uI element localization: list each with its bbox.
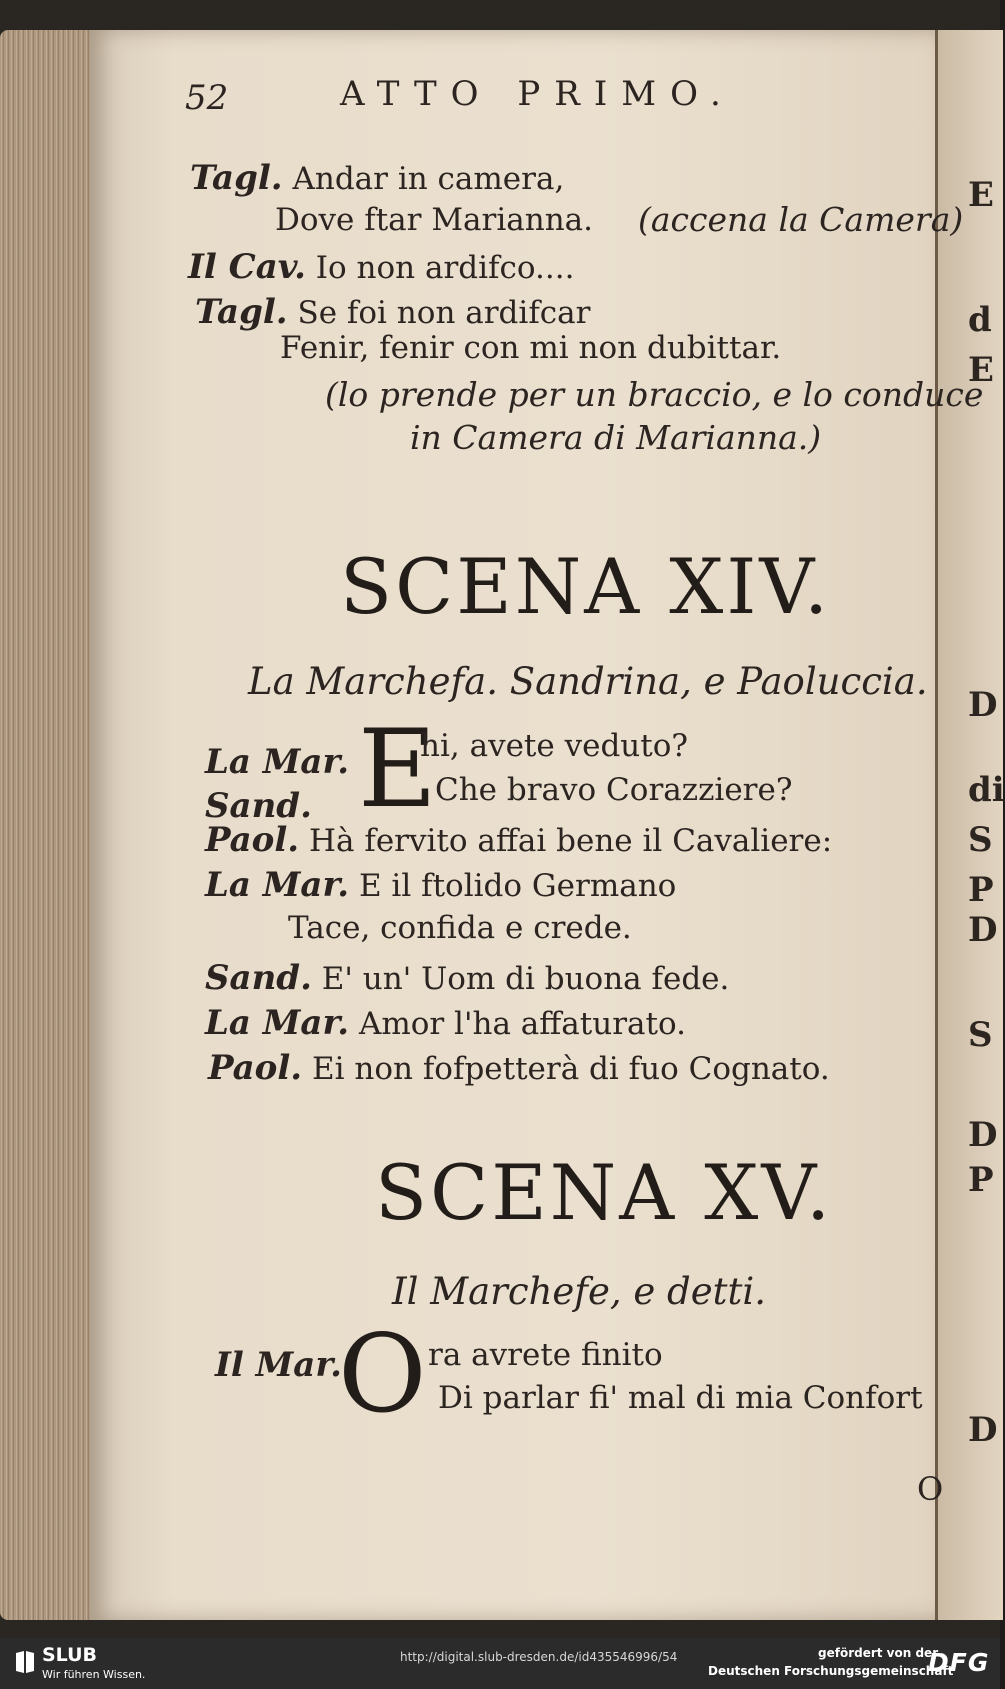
line-text: ra avrete finito [428, 1337, 663, 1373]
stage-direction: in Camera di Marianna.) [410, 418, 822, 457]
line-text: Di parlar fi' mal di mia Confort [438, 1380, 923, 1416]
dialogue-line [208, 1048, 830, 1088]
slub-logo-name: SLUB [42, 1644, 98, 1666]
facing-letter: D [968, 1410, 998, 1450]
drop-capital: E [358, 707, 437, 832]
speaker-line [205, 742, 349, 782]
dialogue-line [288, 910, 632, 946]
funding-text-1: gefördert von der [818, 1646, 939, 1660]
line-text: Dove ftar Marianna. [275, 202, 594, 238]
speaker: Sand. [205, 786, 312, 826]
speaker: Paol. [205, 820, 300, 860]
line-text: Hà fervito affai bene il Cavaliere: [308, 823, 833, 859]
running-title: ATTO PRIMO. [340, 74, 735, 114]
line-text: hi, avete veduto? [420, 728, 688, 764]
facing-letter: di [968, 770, 1005, 810]
stage-direction: (lo prende per un braccio, e lo conduce [325, 375, 984, 414]
speaker: Tagl. [195, 292, 288, 332]
facing-letter: E [968, 350, 994, 390]
facing-letter: D [968, 910, 998, 950]
facing-letter: D [968, 685, 998, 725]
funding-text-2: Deutschen Forschungsgemeinschaft [708, 1664, 954, 1678]
facing-letter: S [968, 820, 993, 860]
facing-letter: S [968, 1015, 993, 1055]
speaker: Sand. [205, 958, 312, 998]
drop-capital: O [338, 1312, 427, 1437]
slub-tagline: Wir führen Wissen. [42, 1668, 146, 1681]
facing-letter: P [968, 870, 994, 910]
permalink-url[interactable]: http://digital.slub-dresden.de/id435546996/54 [400, 1650, 678, 1664]
catchword: O [917, 1470, 944, 1508]
speaker: La Mar. [205, 742, 350, 782]
line-text: Ei non fofpetterà di fuo Cognato. [311, 1051, 830, 1087]
speaker: La Mar. [205, 865, 350, 905]
dialogue-line [195, 292, 590, 332]
stage-direction: (accena la Camera) [638, 200, 964, 239]
dialogue-line [188, 247, 574, 287]
speaker: Il Mar. [215, 1345, 342, 1385]
line-text: E il ftolido Germano [358, 868, 677, 904]
line-text: Io non ardifco.... [315, 250, 575, 286]
dialogue-line [205, 958, 729, 998]
facing-letter: D [968, 1115, 998, 1155]
dialogue-line [205, 820, 832, 860]
dialogue-line [190, 158, 564, 198]
dialogue-line [205, 865, 676, 905]
speaker: Tagl. [190, 158, 283, 198]
speaker: Paol. [208, 1048, 303, 1088]
scene-characters: Il Marchefe, e detti. [392, 1270, 766, 1313]
speaker: La Mar. [205, 1003, 350, 1043]
scene-title: SCENA XIV. [340, 542, 832, 631]
dialogue-line [280, 330, 781, 366]
scene-characters: La Marchefa. Sandrina, e Paoluccia. [248, 660, 928, 703]
facing-letter: P [968, 1160, 994, 1200]
dialogue-line [205, 1003, 686, 1043]
line-text: Se foi non ardifcar [297, 295, 591, 331]
dfg-logo: DFG [928, 1648, 990, 1677]
line-text: Andar in camera, [292, 161, 565, 197]
line-text: E' un' Uom di buona fede. [321, 961, 730, 997]
scene-title: SCENA XV. [375, 1148, 834, 1237]
book-page-edges [0, 30, 95, 1620]
line-text: Tace, confida e crede. [288, 910, 632, 946]
facing-page-fragment [935, 30, 1003, 1620]
page-number: 52 [185, 78, 229, 118]
line-text: Fenir, fenir con mi non dubittar. [280, 330, 782, 366]
slub-book-icon [14, 1649, 36, 1675]
facing-letter: E [968, 175, 994, 215]
speaker: Il Cav. [188, 247, 306, 287]
speaker-line [215, 1345, 342, 1385]
dialogue-line [275, 202, 593, 238]
page-header [185, 68, 805, 118]
viewer-footer [0, 1638, 1000, 1689]
line-text: Amor l'ha affaturato. [358, 1006, 686, 1042]
line-text: Che bravo Corazziere? [435, 772, 793, 808]
facing-letter: d [968, 300, 992, 340]
